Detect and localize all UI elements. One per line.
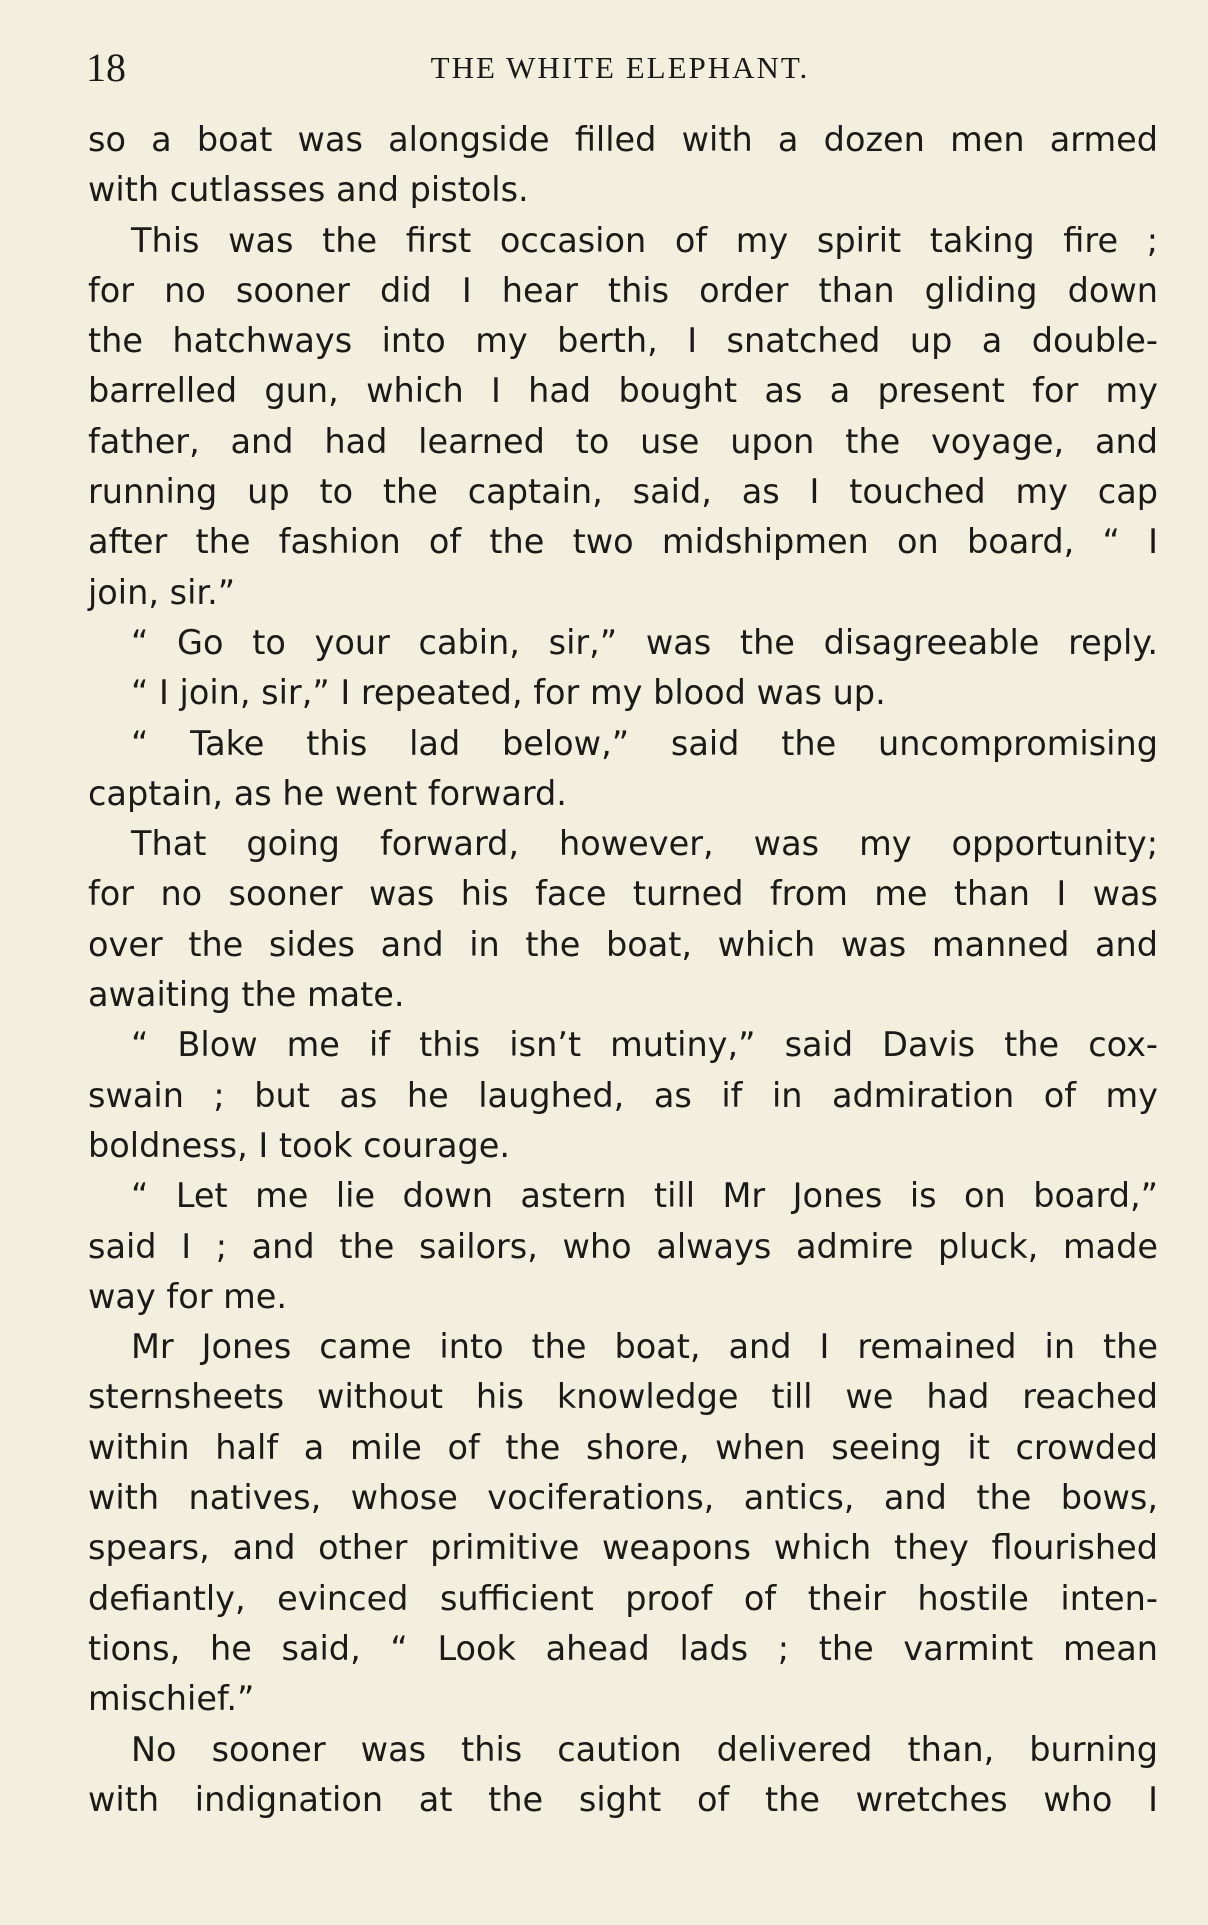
text-line: with natives, whose vociferations, antics, and the bows,: [88, 1478, 1158, 1518]
text-line: mischief.”: [88, 1679, 255, 1719]
text-line: for no sooner did I hear this order than gliding down: [88, 270, 1158, 310]
text-line: sternsheets without his knowledge till we had reached: [88, 1377, 1158, 1417]
text-line: Mr Jones came into the boat, and I remained in the: [131, 1327, 1158, 1367]
text-line: over the sides and in the boat, which was manned and: [88, 924, 1158, 964]
text-line: defiantly, evinced sufficient proof of their hostile inten-: [88, 1578, 1158, 1618]
text-line: “ Let me lie down astern till Mr Jones is on board,”: [131, 1176, 1158, 1216]
text-line: join, sir.”: [88, 572, 236, 612]
running-title: THE WHITE ELEPHANT.: [430, 50, 810, 85]
text-line: swain ; but as he laughed, as if in admiration of my: [88, 1075, 1158, 1115]
text-line: running up to the captain, said, as I touched my cap: [88, 472, 1158, 512]
text-line: with cutlasses and pistols.: [88, 170, 529, 210]
text-line: father, and had learned to use upon the voyage, and: [88, 421, 1158, 461]
text-line: awaiting the mate.: [88, 975, 405, 1015]
text-line: with indignation at the sight of the wretches who I: [88, 1779, 1158, 1819]
text-line: so a boat was alongside filled with a dozen men armed: [88, 120, 1158, 159]
text-line: This was the first occasion of my spirit taking fire ;: [131, 220, 1158, 260]
running-head: [86, 38, 1154, 98]
text-line: after the fashion of the two midshipmen on board, “ I: [88, 522, 1158, 562]
text-line: “ Take this lad below,” said the uncompromising: [131, 723, 1158, 763]
text-line: “ I join, sir,” I repeated, for my blood was up.: [131, 673, 886, 713]
text-line: within half a mile of the shore, when seeing it crowded: [88, 1427, 1158, 1467]
text-line: “ Go to your cabin, sir,” was the disagreeable reply.: [131, 622, 1158, 662]
text-line: spears, and other primitive weapons which they flourished: [88, 1528, 1158, 1568]
text-line: way for me.: [88, 1276, 288, 1316]
text-line: No sooner was this caution delivered than, burning: [131, 1729, 1158, 1769]
text-line: captain, as he went forward.: [88, 773, 567, 813]
text-line: boldness, I took courage.: [88, 1125, 511, 1165]
text-line: for no sooner was his face turned from me than I was: [88, 874, 1158, 914]
text-line: tions, he said, “ Look ahead lads ; the varmint mean: [88, 1628, 1158, 1668]
text-line: “ Blow me if this isn’t mutiny,” said Davis the cox-: [131, 1025, 1158, 1065]
text-line: said I ; and the sailors, who always admire pluck, made: [88, 1226, 1158, 1266]
text-line: barrelled gun, which I had bought as a present for my: [88, 371, 1158, 411]
body-text: [88, 115, 1158, 1825]
page-number: 18: [86, 45, 126, 90]
text-line: That going forward, however, was my opportunity;: [131, 824, 1158, 864]
text-line: the hatchways into my berth, I snatched up a double-: [88, 321, 1158, 361]
